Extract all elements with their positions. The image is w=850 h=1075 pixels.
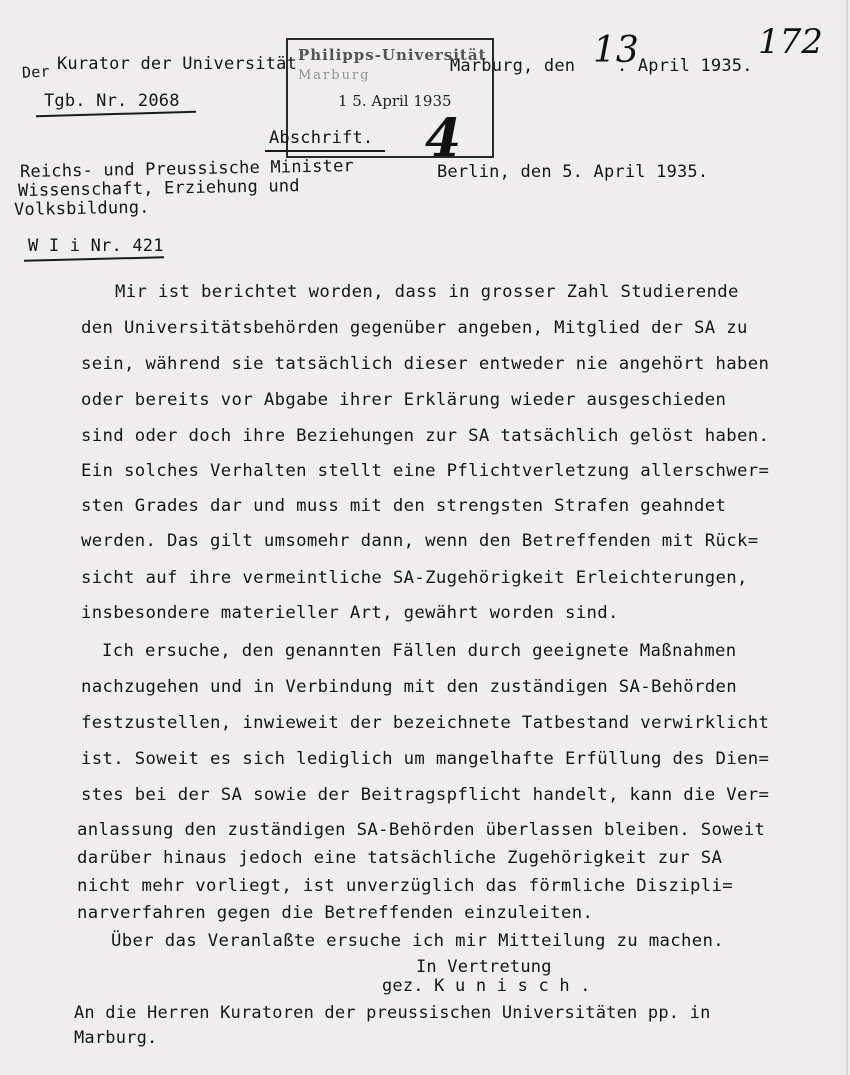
body-line: sten Grades dar und muss mit den strengsten Strafen geahndet xyxy=(81,496,727,516)
origin-date: Berlin, den 5. April 1935. xyxy=(437,162,709,182)
stamp-date: 1 5. April 1935 xyxy=(338,92,452,110)
body-line: stes bei der SA sowie der Beitragspflicht handelt, kann die Ver= xyxy=(81,785,770,805)
page-mark-handwritten: 172 xyxy=(758,22,823,62)
body-line: nicht mehr vorliegt, ist unverzüglich das förmliche Diszipli= xyxy=(77,876,734,896)
signature: gez. K u n i s c h . xyxy=(382,976,591,996)
body-line: Ein solches Verhalten stellt eine Pflichtverletzung allerschwer= xyxy=(81,461,770,481)
body-line: Mir ist berichtet worden, dass in grosser Zahl Studierende xyxy=(115,282,739,302)
handwritten-day: 13 xyxy=(593,30,639,71)
body-line: werden. Das gilt umsomehr dann, wenn den Betreffenden mit Rück= xyxy=(81,531,759,551)
body-line: sind oder doch ihre Beziehungen zur SA tatsächlich gelöst haben. xyxy=(81,426,770,446)
body-line: sicht auf ihre vermeintliche SA-Zugehörigkeit Erleichterungen, xyxy=(81,568,748,588)
body-line: festzustellen, inwieweit der bezeichnete Tatbestand verwirklicht xyxy=(81,713,770,733)
body-line: narverfahren gegen die Betreffenden einzuleiten. xyxy=(77,903,594,923)
in-vertretung: In Vertretung xyxy=(416,957,552,977)
sender-line: Kurator der Universität xyxy=(57,54,298,74)
body-line: oder bereits vor Abgabe ihrer Erklärung wieder ausgeschieden xyxy=(81,390,727,410)
place-date-city: Marburg, den xyxy=(450,56,576,76)
body-line: Über das Veranlaßte ersuche ich mir Mitteilung zu machen. xyxy=(111,931,724,951)
sender-prefix: Der xyxy=(21,62,51,82)
ministry-line-1: Reichs- und Preussische Minister xyxy=(19,156,355,182)
recipient-line-2: Marburg. xyxy=(74,1028,158,1048)
ministry-line-3: Volksbildung. xyxy=(13,197,150,220)
body-line: sein, während sie tatsächlich dieser entweder nie angehört haben xyxy=(81,354,770,374)
body-line: darüber hinaus jedoch eine tatsächliche Zugehörigkeit zur SA xyxy=(77,848,723,868)
copy-label: Abschrift. xyxy=(269,128,374,148)
body-line: Ich ersuche, den genannten Fällen durch geeignete Maßnahmen xyxy=(102,641,737,661)
body-line: nachzugehen und in Verbindung mit den zuständigen SA-Behörden xyxy=(81,677,738,697)
stamp-city: Marburg xyxy=(298,68,371,83)
body-line: anlassung den zuständigen SA-Behörden überlassen bleiben. Soweit xyxy=(77,820,766,840)
ministry-reference: W I i Nr. 421 xyxy=(28,236,164,256)
copy-label-underline xyxy=(265,150,385,152)
journal-number-underline xyxy=(36,111,196,117)
body-line: insbesondere materieller Art, gewährt worden sind. xyxy=(81,603,619,623)
ministry-line-2: Wissenschaft, Erziehung und xyxy=(17,176,300,201)
ministry-reference-underline xyxy=(24,256,164,261)
handwritten-number: 4 xyxy=(425,108,462,169)
recipient-line-1: An die Herren Kuratoren der preussischen Universitäten pp. in xyxy=(74,1003,711,1023)
page-edge xyxy=(846,0,848,1075)
journal-number: Tgb. Nr. 2068 xyxy=(44,91,180,111)
place-date-rest: . April 1935. xyxy=(617,56,753,76)
stamp-institution: Philipps-Universität xyxy=(298,46,487,64)
body-line: den Universitätsbehörden gegenüber angeben, Mitglied der SA zu xyxy=(81,318,748,338)
body-line: ist. Soweit es sich lediglich um mangelhafte Erfüllung des Dien= xyxy=(81,749,770,769)
